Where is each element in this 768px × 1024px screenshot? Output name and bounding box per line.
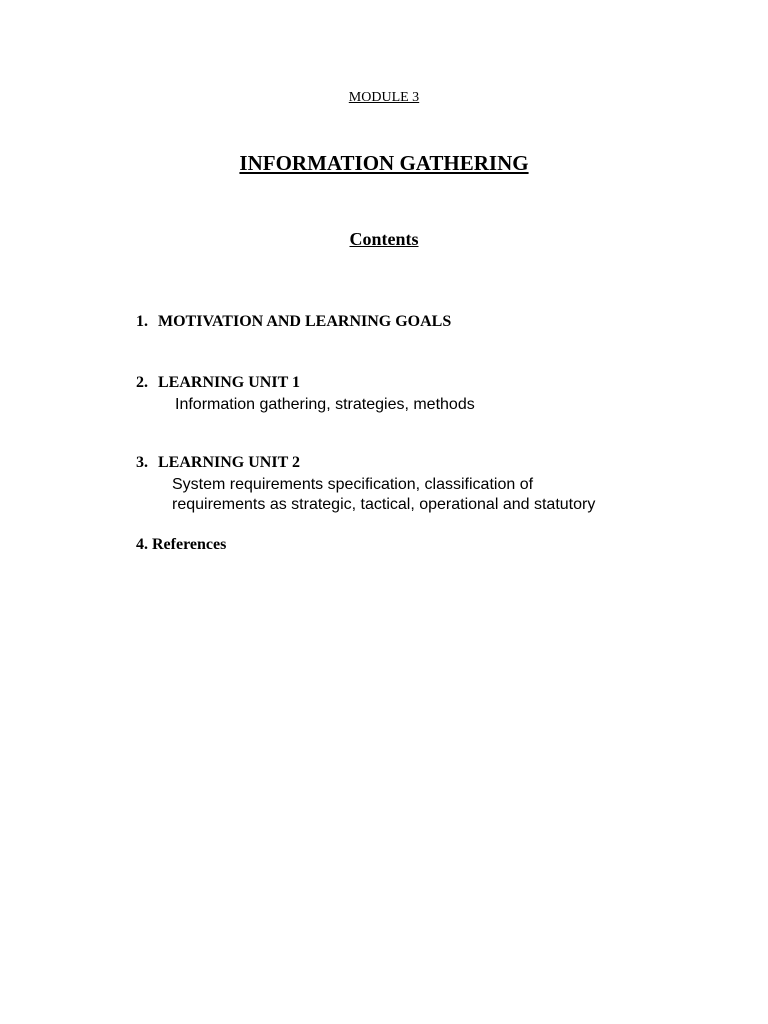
contents-heading: Contents [349,229,419,249]
toc-item-title: LEARNING UNIT 2 [158,454,300,471]
toc-item-3-description-line-2: requirements as strategic, tactical, operational and statutory [172,496,596,513]
toc-item-number: 4. [136,536,148,553]
toc-item-number: 2. [136,374,148,391]
toc-item-3-description-line-1: System requirements specification, classification of [172,476,534,493]
page-title: INFORMATION GATHERING [239,151,529,175]
toc-item-2 [136,374,300,392]
toc-item-3 [136,454,300,472]
module-label: MODULE 3 [348,90,420,105]
toc-item-title: MOTIVATION AND LEARNING GOALS [158,313,452,330]
toc-item-title: References [152,536,227,553]
toc-item-2-description: Information gathering, strategies, methods [175,396,475,413]
toc-item-4 [136,536,226,554]
toc-item-title: LEARNING UNIT 1 [158,374,300,391]
toc-item-1 [136,313,451,331]
toc-item-number: 1. [136,313,148,330]
toc-item-number: 3. [136,454,148,471]
